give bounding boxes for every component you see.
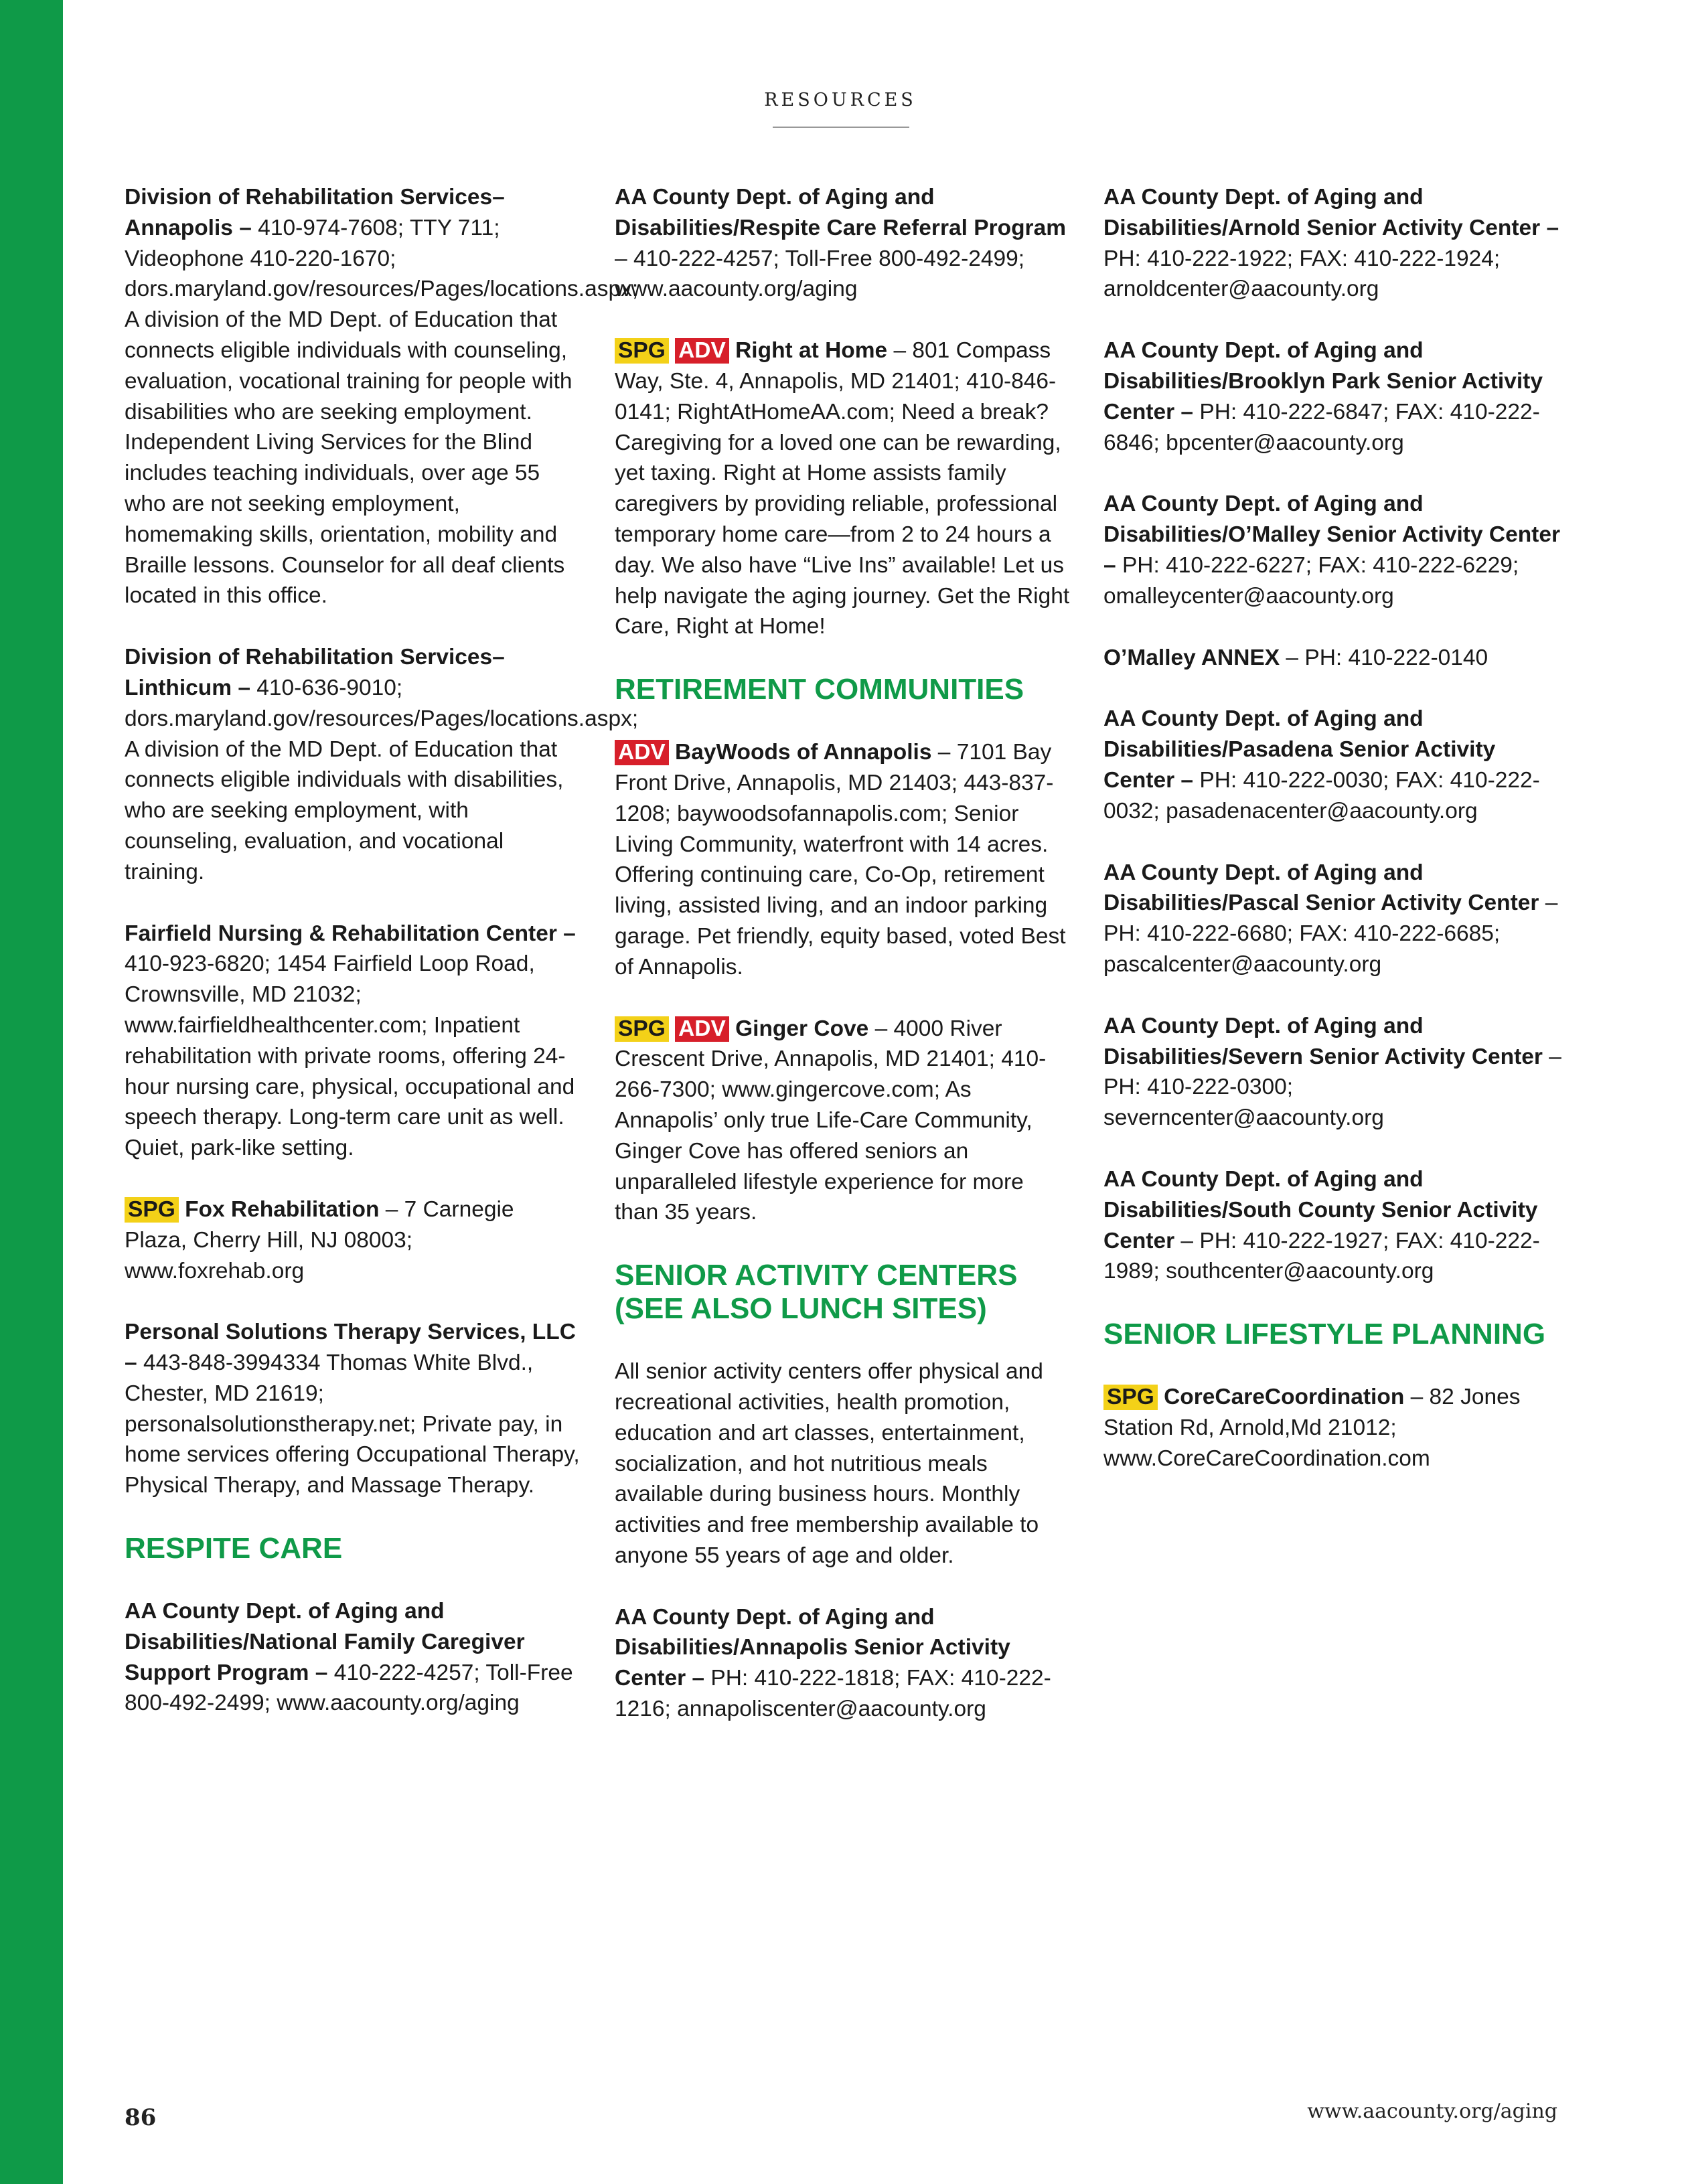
- listing-text: PH: 410-222-0030; FAX: 410-222-0032; pasadenacenter@aacounty.org: [1103, 767, 1540, 824]
- spg-badge: SPG: [1103, 1385, 1158, 1410]
- listing-text: 443-848-3994334 Thomas White Blvd., Chester, MD 21619; personalsolutionstherapy.net; Private pay, in home services offering Occupational Therapy, Physical Therapy, and Massage Therapy.: [125, 1350, 580, 1498]
- listing-text: – PH: 410-222-0300; severncenter@aacounty.org: [1103, 1044, 1561, 1131]
- section-heading-retirement-communities: RETIREMENT COMMUNITIES: [615, 673, 1024, 706]
- header-divider: [773, 127, 909, 128]
- listing-text: 410-974-7608; TTY 711; Videophone 410-220-1670; dors.maryland.gov/resources/Pages/locations.aspx; A division of the MD Dept. of Education that connects eligible individuals with counseling, evaluation, vocational training for people with disabilities who are seeking employment. Independent Living Services for the Blind includes teaching individuals, over age 55 who are not seeking employment, homemaking skills, orientation, mobility and Braille lessons. Counselor for all deaf clients located in this office.: [125, 215, 639, 609]
- listing-entry: [1103, 1011, 1565, 1134]
- listing-text: – 801 Compass Way, Ste. 4, Annapolis, MD 21401; 410-846-0141; RightAtHomeAA.com; Need a break? Caregiving for a loved one can be rewarding, yet taxing. Right at Home assists family caregivers by providing reliable, professional temporary home care—from 2 to 24 hours a day. We also have “Live Ins” available! Let us help navigate the aging journey. Get the Right Care, Right at Home!: [615, 338, 1070, 639]
- listing-name: Personal Solutions Therapy Services, LLC –: [125, 1320, 576, 1376]
- listing-entry: [1103, 643, 1565, 674]
- listing-text: – PH: 410-222-0140: [1280, 645, 1488, 670]
- spg-badge: SPG: [615, 1016, 669, 1042]
- listing-entry: [615, 1014, 1070, 1229]
- listing-text: – PH: 410-222-6680; FAX: 410-222-6685; pascalcenter@aacounty.org: [1103, 890, 1558, 977]
- footer-url: www.aacounty.org/aging: [1307, 2100, 1557, 2123]
- listing-text: – 410-222-4257; Toll-Free 800-492-2499; www.aacounty.org/aging: [615, 246, 1025, 302]
- listing-name: AA County Dept. of Aging and Disabilities/Pasadena Senior Activity Center –: [1103, 706, 1496, 793]
- section-heading-senior-activity-centers: SENIOR ACTIVITY CENTERS (SEE ALSO LUNCH SITES): [615, 1259, 1018, 1326]
- section-intro: All senior activity centers offer physical and recreational activities, health promotion, education and art classes, entertainment, socialization, and hot nutritious meals available during business hours. Monthly activities and free membership available to anyone 55 years of age and older.: [615, 1359, 1043, 1568]
- spg-badge: SPG: [125, 1197, 179, 1223]
- listing-name: CoreCareCoordination: [1164, 1385, 1405, 1410]
- listing-entry: [1103, 1164, 1565, 1287]
- sidebar-stripe: [0, 0, 63, 2184]
- listing-entry: [1103, 335, 1565, 458]
- listing-text: 410-923-6820; 1454 Fairfield Loop Road, Crownsville, MD 21032; www.fairfieldhealthcenter.com; Inpatient rehabilitation with private rooms, offering 24-hour nursing care, physical, occupational and speech therapy. Long-term care unit as well. Quiet, park-like setting.: [125, 951, 575, 1161]
- listing-text: PH: 410-222-6847; FAX: 410-222-6846; bpcenter@aacounty.org: [1103, 399, 1540, 455]
- listing-name: Division of Rehabilitation Services–Linthicum –: [125, 645, 505, 700]
- listing-text: – 4000 River Crescent Drive, Annapolis, MD 21401; 410-266-7300; www.gingercove.com; As Annapolis’ only true Life-Care Community, Ginger Cove has offered seniors an unparalleled lifestyle experience for more than 35 years.: [615, 1016, 1047, 1225]
- listing-entry: [1103, 489, 1565, 611]
- listing-name: Division of Rehabilitation Services–Annapolis –: [125, 185, 505, 240]
- listing-entry: [125, 919, 580, 1164]
- adv-badge: ADV: [675, 1016, 729, 1042]
- column-1: [125, 182, 639, 1749]
- listing-entry: [615, 737, 1070, 982]
- listing-name: AA County Dept. of Aging and Disabilities/Annapolis Senior Activity Center –: [615, 1604, 1010, 1691]
- listing-name: AA County Dept. of Aging and Disabilities/Brooklyn Park Senior Activity Center –: [1103, 338, 1543, 424]
- listing-name: AA County Dept. of Aging and Disabilities/Arnold Senior Activity Center –: [1103, 185, 1559, 240]
- listing-name: AA County Dept. of Aging and Disabilities/National Family Caregiver Support Program –: [125, 1599, 525, 1685]
- listing-name: Fairfield Nursing & Rehabilitation Center –: [125, 921, 576, 946]
- adv-badge: ADV: [615, 740, 669, 765]
- listing-name: AA County Dept. of Aging and Disabilities/Respite Care Referral Program: [615, 185, 1066, 240]
- listing-entry: [615, 1602, 1070, 1725]
- listing-text: PH: 410-222-6227; FAX: 410-222-6229; omalleycenter@aacounty.org: [1103, 552, 1519, 609]
- listing-name: AA County Dept. of Aging and Disabilities/O’Malley Senior Activity Center –: [1103, 491, 1561, 578]
- listing-name: O’Malley ANNEX: [1103, 645, 1280, 670]
- listing-text: – 7101 Bay Front Drive, Annapolis, MD 21403; 443-837-1208; baywoodsofannapolis.com; Senior Living Community, waterfront with 14 acres. Offering continuing care, Co-Op, retirement living, assisted living, and an indoor parking garage. Pet friendly, equity based, voted Best of Annapolis.: [615, 740, 1066, 980]
- listing-text: 410-222-4257; Toll-Free 800-492-2499; www.aacounty.org/aging: [125, 1660, 573, 1716]
- spg-badge: SPG: [615, 338, 669, 364]
- listing-entry: [615, 182, 1070, 305]
- column-3: [1103, 182, 1565, 1505]
- listing-entry: [1103, 858, 1565, 980]
- listing-entry: [1103, 1382, 1565, 1474]
- listing-entry: [125, 1317, 580, 1501]
- listing-entry: [1103, 182, 1565, 305]
- section-heading-respite-care: RESPITE CARE: [125, 1532, 343, 1565]
- page-header: RESOURCES: [764, 90, 917, 110]
- listing-text: PH: 410-222-1818; FAX: 410-222-1216; annapoliscenter@aacounty.org: [615, 1666, 1051, 1722]
- listing-name: Ginger Cove: [735, 1016, 869, 1041]
- listing-text: – 82 Jones Station Rd, Arnold,Md 21012; www.CoreCareCoordination.com: [1103, 1385, 1521, 1471]
- listing-name: AA County Dept. of Aging and Disabilities/Pascal Senior Activity Center: [1103, 860, 1539, 916]
- section-heading-senior-lifestyle-planning: SENIOR LIFESTYLE PLANNING: [1103, 1318, 1546, 1351]
- listing-entry: [125, 1194, 580, 1286]
- page-number: 86: [125, 2104, 157, 2131]
- listing-name: AA County Dept. of Aging and Disabilities/Severn Senior Activity Center: [1103, 1013, 1543, 1069]
- listing-name: Right at Home: [735, 338, 888, 364]
- column-2: [615, 182, 1070, 1756]
- listing-entry: [615, 335, 1070, 642]
- listing-entry: [125, 642, 639, 887]
- adv-badge: ADV: [675, 338, 729, 364]
- listing-text: PH: 410-222-1922; FAX: 410-222-1924; arnoldcenter@aacounty.org: [1103, 246, 1501, 302]
- listing-text: – PH: 410-222-1927; FAX: 410-222-1989; southcenter@aacounty.org: [1103, 1228, 1540, 1284]
- listing-entry: [125, 1596, 580, 1719]
- listing-text: – 7 Carnegie Plaza, Cherry Hill, NJ 08003; www.foxrehab.org: [125, 1196, 514, 1283]
- listing-name: AA County Dept. of Aging and Disabilities/South County Senior Activity Center: [1103, 1166, 1538, 1253]
- listing-entry: [1103, 704, 1565, 826]
- listing-name: Fox Rehabilitation: [185, 1196, 380, 1222]
- listing-name: BayWoods of Annapolis: [675, 740, 932, 765]
- listing-entry: [125, 182, 639, 611]
- listing-text: 410-636-9010; dors.maryland.gov/resources/Pages/locations.aspx; A division of the MD Dept. of Education that connects eligible individuals with disabilities, who are seeking employment, with counseling, evaluation, and vocational training.: [125, 675, 639, 884]
